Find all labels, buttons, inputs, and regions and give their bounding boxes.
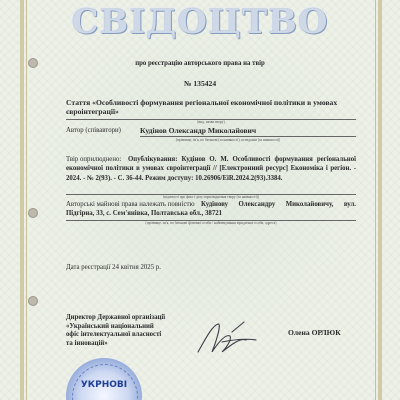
author-label: Автор (співавтори) — [66, 127, 121, 134]
seal-text: УКРНОВІ — [80, 380, 128, 390]
binding-hole-middle — [28, 208, 38, 218]
work-title: Стаття «Особливості формування регіональної економічної політики в умовах євроінтеграції» — [66, 98, 338, 116]
work-kind-hint: (вид, назва твору) — [197, 120, 225, 124]
director-name: Олена ОРЛЮК — [288, 328, 341, 337]
binding-hole-top — [28, 58, 38, 68]
registration-date: Дата реєстрації 24 квітня 2025 р. — [66, 264, 161, 271]
author-underline — [140, 136, 356, 137]
certificate-title: СВІДОЦТВО — [71, 2, 329, 42]
director-title-line: та інновацій» — [66, 339, 108, 347]
binding-hole-bottom — [28, 296, 38, 306]
publication-hint: (відомості про факт і дату оприлюднення твору (за наявності)) — [163, 195, 259, 199]
certificate-number: № 135424 — [183, 79, 217, 88]
director-title-line: Директор Державної організації — [66, 314, 166, 321]
author-hint: (прізвище, ім'я, по батькові (за наявності), псевдонім (за наявності)) — [175, 138, 281, 142]
director-title — [66, 314, 165, 348]
owner-text: Кудінову Олександру Миколайовичу, вул. Підгірна, 33, с. Сем'янівка, Полтавська обл., 38721 — [66, 201, 356, 217]
publication-text: Опублікування: Кудінов О. М. Особливості формування регіональної економічної політики в умовах євроінтеграції // [Електронний ресурс] Економіка і регіон. - 2024. - № 2(93). - С. 36-44. Режим доступу: 10.26906/EiR.2024.2(93).3384. — [66, 156, 356, 182]
publication-label: Твір оприлюднено: — [66, 156, 122, 163]
author-name: Кудінов Олександр Миколайович — [140, 126, 257, 135]
director-title-line: офіс інтелектуальної власності — [66, 331, 162, 338]
owner-hint: (прізвище, ім'я, по батькові фізичної особи / найменування юридичної особи, адреса) — [145, 221, 277, 225]
certificate-subtitle: про реєстрацію авторського права на твір — [135, 60, 265, 67]
signature-image — [192, 318, 262, 360]
owner-label: Авторські майнові права належать повністю — [66, 201, 195, 208]
director-title-line: «Український національний — [66, 322, 154, 330]
